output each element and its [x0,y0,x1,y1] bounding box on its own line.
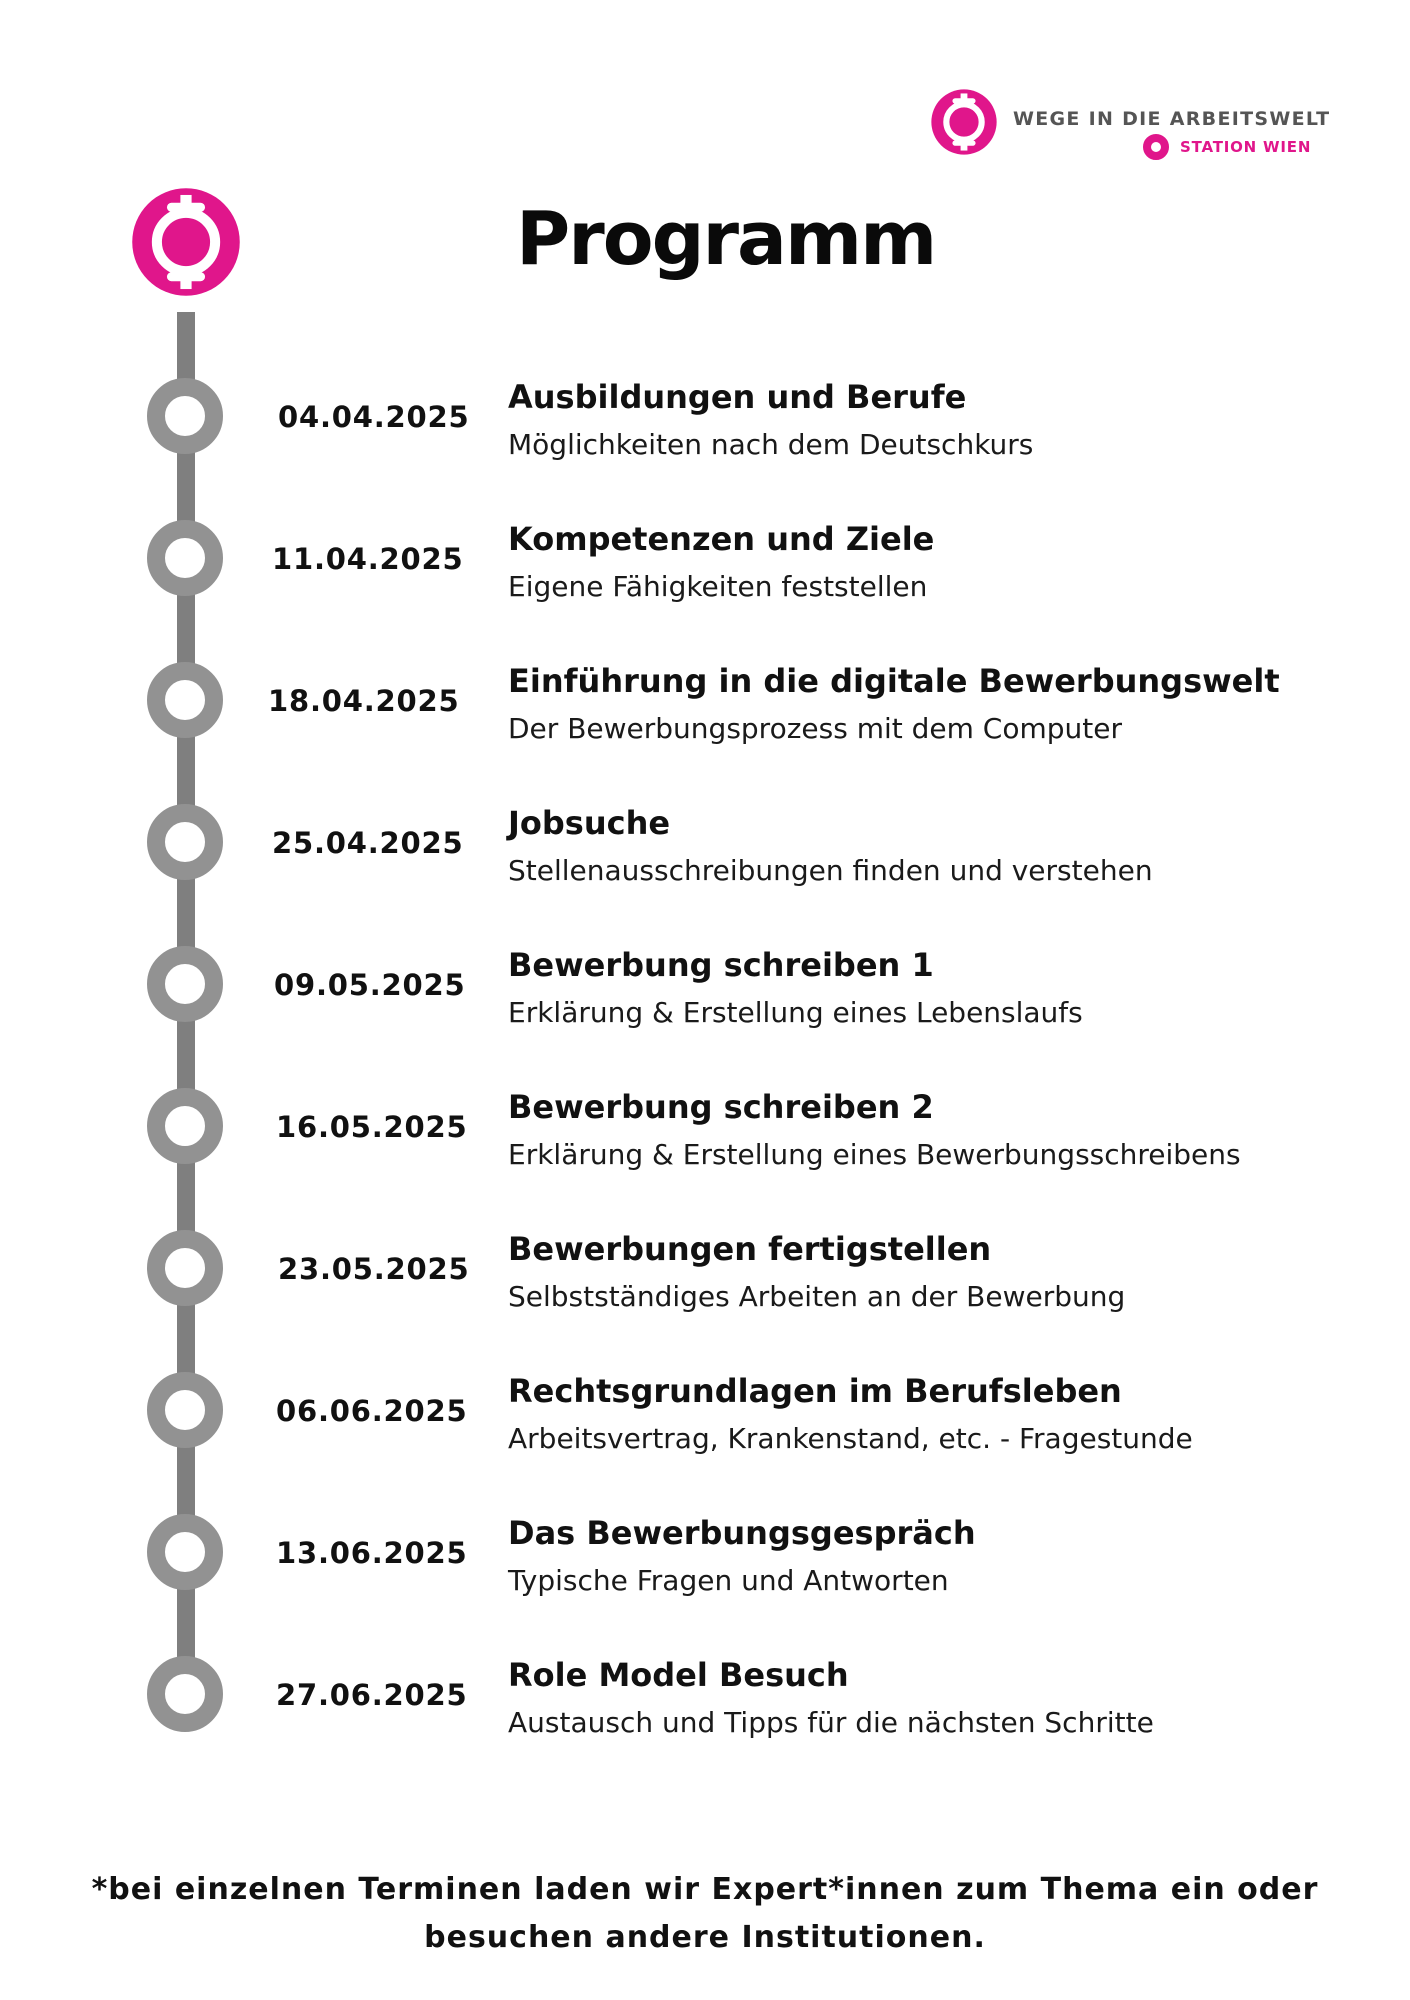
entry-description: Der Bewerbungsprozess mit dem Computer [508,712,1123,745]
timeline-node [147,1514,223,1590]
entry-date: 25.04.2025 [272,826,464,860]
brand-name: WEGE IN DIE ARBEITSWELT [1013,108,1331,130]
entry-date: 09.05.2025 [274,968,466,1002]
timeline-node [147,520,223,596]
entry-date: 16.05.2025 [276,1110,468,1144]
program-entry [0,1514,1410,1654]
entry-description: Eigene Fähigkeiten feststellen [508,570,928,603]
entry-title: Das Bewerbungsgespräch [508,1514,976,1552]
entry-date: 04.04.2025 [278,400,470,434]
footnote [0,1866,1410,1962]
entry-description: Arbeitsvertrag, Krankenstand, etc. - Fragestunde [508,1422,1193,1455]
entry-title: Ausbildungen und Berufe [508,378,967,416]
station-ring-icon [1143,134,1169,160]
person-ring-icon [930,88,998,156]
program-entry [0,378,1410,518]
entry-title: Bewerbung schreiben 2 [508,1088,934,1126]
timeline-node [147,1656,223,1732]
entry-title: Bewerbung schreiben 1 [508,946,934,984]
program-entry [0,804,1410,944]
entry-title: Kompetenzen und Ziele [508,520,935,558]
program-entry [0,520,1410,660]
timeline-node [147,1372,223,1448]
entry-title: Rechtsgrundlagen im Berufsleben [508,1372,1122,1410]
entry-date: 11.04.2025 [272,542,464,576]
entry-date: 18.04.2025 [268,684,460,718]
program-entry [0,946,1410,1086]
entry-date: 27.06.2025 [276,1678,468,1712]
footnote-line-2: besuchen andere Institutionen. [424,1920,986,1955]
footnote-line-1: *bei einzelnen Terminen laden wir Expert*innen zum Thema ein oder [91,1872,1319,1907]
program-entry [0,1372,1410,1512]
timeline-start-icon [130,186,242,298]
timeline-node [147,1088,223,1164]
entry-description: Möglichkeiten nach dem Deutschkurs [508,428,1034,461]
program-entry [0,1656,1410,1796]
brand-subtitle: STATION WIEN [1180,138,1312,156]
timeline-node [147,1230,223,1306]
entry-title: Bewerbungen fertigstellen [508,1230,992,1268]
page-title: Programm [516,196,936,282]
entry-description: Stellenausschreibungen finden und verstehen [508,854,1153,887]
entry-description: Erklärung & Erstellung eines Lebenslaufs [508,996,1083,1029]
entry-title: Jobsuche [508,804,671,842]
timeline-node [147,946,223,1022]
entry-description: Selbstständiges Arbeiten an der Bewerbung [508,1280,1126,1313]
entry-title: Einführung in die digitale Bewerbungswelt [508,662,1280,700]
timeline-node [147,804,223,880]
program-entry [0,1088,1410,1228]
timeline-node [147,662,223,738]
entry-date: 06.06.2025 [276,1394,468,1428]
program-entry [0,662,1410,802]
program-entry [0,1230,1410,1370]
entry-description: Erklärung & Erstellung eines Bewerbungsschreibens [508,1138,1241,1171]
entry-date: 13.06.2025 [276,1536,468,1570]
entry-date: 23.05.2025 [278,1252,470,1286]
timeline-node [147,378,223,454]
entry-description: Typische Fragen und Antworten [508,1564,949,1597]
entry-description: Austausch und Tipps für die nächsten Schritte [508,1706,1154,1739]
brand-logo [930,88,1350,178]
entry-title: Role Model Besuch [508,1656,849,1694]
